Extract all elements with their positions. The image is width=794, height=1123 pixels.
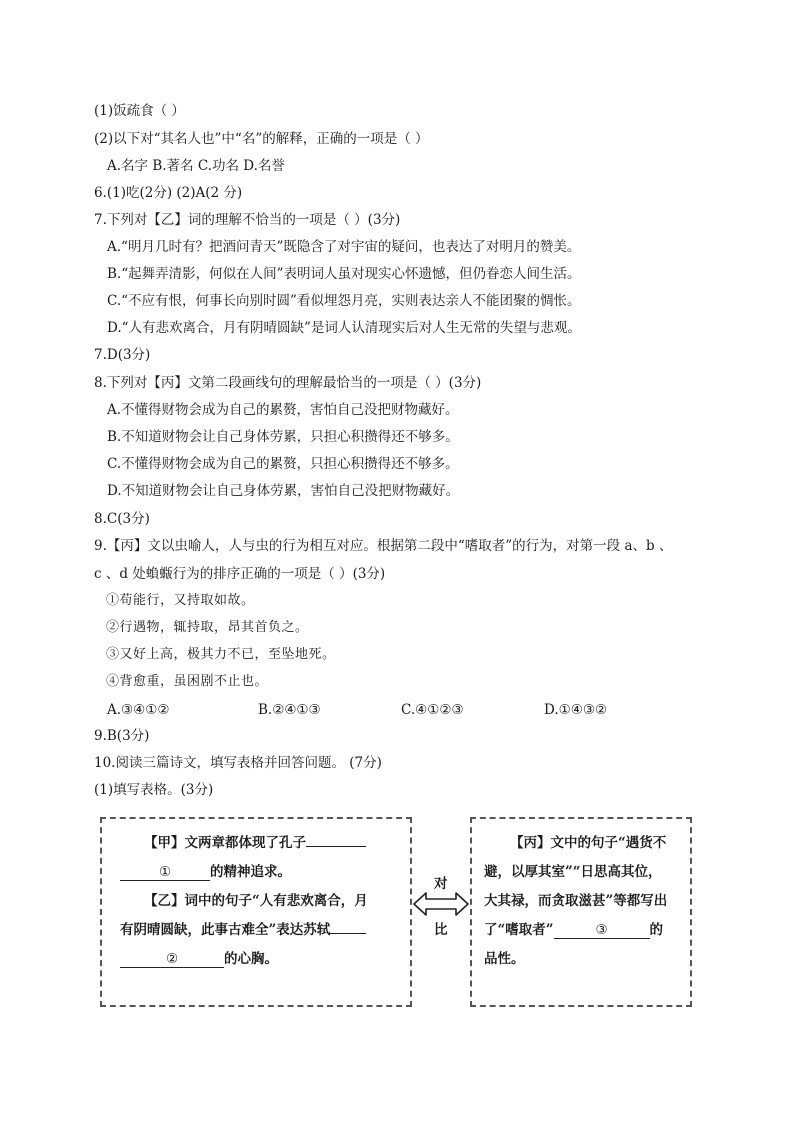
q9-item-3: ③又好上高，极其力不已，至坠地死。 [106, 647, 336, 662]
question-9-line1: 9.【丙】文以虫喻人，人与虫的行为相互对应。根据第二段中“嗜取者”的行为，对第一段 a、b 、 [94, 538, 673, 554]
arrow-label-top: 对 [434, 876, 448, 892]
q9-item-4: ④背愈重，虽困剧不止也。 [106, 674, 269, 689]
q7-option-c: C.“不应有恨，何事长向别时圆”看似埋怨月亮，实则表达亲人不能团聚的惆怅。 [107, 293, 581, 309]
q8-option-c: C.不懂得财物会成为自己的累赘，只担心积攒得还不够多。 [107, 456, 459, 472]
blank-1[interactable]: ① [120, 864, 210, 881]
right-box-line4-start: 了“嗜取者” [484, 922, 554, 938]
q9-item-2: ②行遇物，辄持取，昂其首负之。 [106, 620, 309, 635]
q9-option-a: A.③④①② [107, 702, 170, 718]
blank-2-tail[interactable] [330, 933, 366, 934]
right-box-line2: 避，以厚其室”“日思高其位， [484, 864, 662, 880]
q-name-options: A.名字 B.著名 C.功名 D.名誉 [107, 158, 285, 174]
answer-9: 9.B(3分) [94, 728, 150, 744]
blank-2[interactable]: ② [120, 951, 224, 968]
question-10-part-1: (1)填写表格。(3分) [94, 782, 214, 798]
right-box-line5: 品性。 [484, 951, 525, 967]
right-table-box [470, 817, 692, 1007]
left-box-line3: 【乙】词中的句子“人有悲欢离合，月 [144, 893, 368, 909]
question-10: 10.阅读三篇诗文，填写表格并回答问题。 (7分) [94, 755, 382, 771]
q8-option-d: D.不知道财物会让自己身体劳累，害怕自己没把财物藏好。 [107, 483, 460, 499]
left-box-line1: 【甲】文两章都体现了孔子 [144, 835, 306, 851]
q7-option-d: D.“人有悲欢离合，月有阴晴圆缺”是词人认清现实后对人生无常的失望与悲观。 [107, 320, 581, 336]
q7-option-b: B.“起舞弄清影，何似在人间”表明词人虽对现实心怀遗憾，但仍眷恋人间生活。 [107, 266, 581, 282]
left-table-box [100, 817, 412, 1007]
left-box-line5: 的心胸。 [224, 951, 278, 967]
q8-option-a: A.不懂得财物会成为自己的累赘，害怕自己没把财物藏好。 [107, 402, 459, 418]
question-9-line2: c 、d 处蝜蝂行为的排序正确的一项是（ ）(3分) [94, 566, 386, 582]
answer-7: 7.D(3分) [94, 347, 151, 363]
question-7: 7.下列对【乙】词的理解不恰当的一项是（ ）(3分) [94, 212, 401, 228]
left-box-line4: 有阴晴圆缺，此事古难全”表达苏轼 [120, 922, 331, 938]
right-box-line4-end: 的 [649, 922, 664, 938]
answer-6: 6.(1)吃(2分) (2)A(2 分) [94, 185, 243, 201]
q8-option-b: B.不知道财物会让自己身体劳累，只担心积攒得还不够多。 [107, 429, 459, 445]
q9-option-d: D.①④③② [544, 702, 608, 718]
right-box-line1: 【丙】文中的句子“遇货不 [510, 835, 667, 851]
l1: (1)饭疏食（ ） [94, 103, 185, 119]
left-box-line2: 的精神追求。 [210, 864, 291, 880]
q9-option-c: C.④①②③ [401, 702, 464, 718]
q9-option-b: B.②④①③ [258, 702, 321, 718]
blank-3[interactable]: ③ [554, 922, 650, 939]
arrow-label-bottom: 比 [434, 922, 448, 938]
contrast-arrow [412, 872, 470, 938]
q-name-meaning: (2)以下对“其名人也”中“名”的解释，正确的一项是（ ） [94, 131, 429, 147]
question-8: 8.下列对【丙】文第二段画线句的理解最恰当的一项是（ ）(3分) [94, 375, 482, 391]
answer-8: 8.C(3分) [94, 511, 150, 527]
right-box-line3: 大其禄，而贪取滋甚”等都写出 [484, 893, 668, 909]
q9-item-1: ①苟能行，又持取如故。 [106, 593, 255, 608]
double-arrow-icon [412, 890, 470, 918]
blank-1-tail[interactable] [306, 846, 366, 847]
q7-option-a: A.“明月几时有？把酒问青天”既隐含了对宇宙的疑问，也表达了对明月的赞美。 [107, 239, 581, 255]
